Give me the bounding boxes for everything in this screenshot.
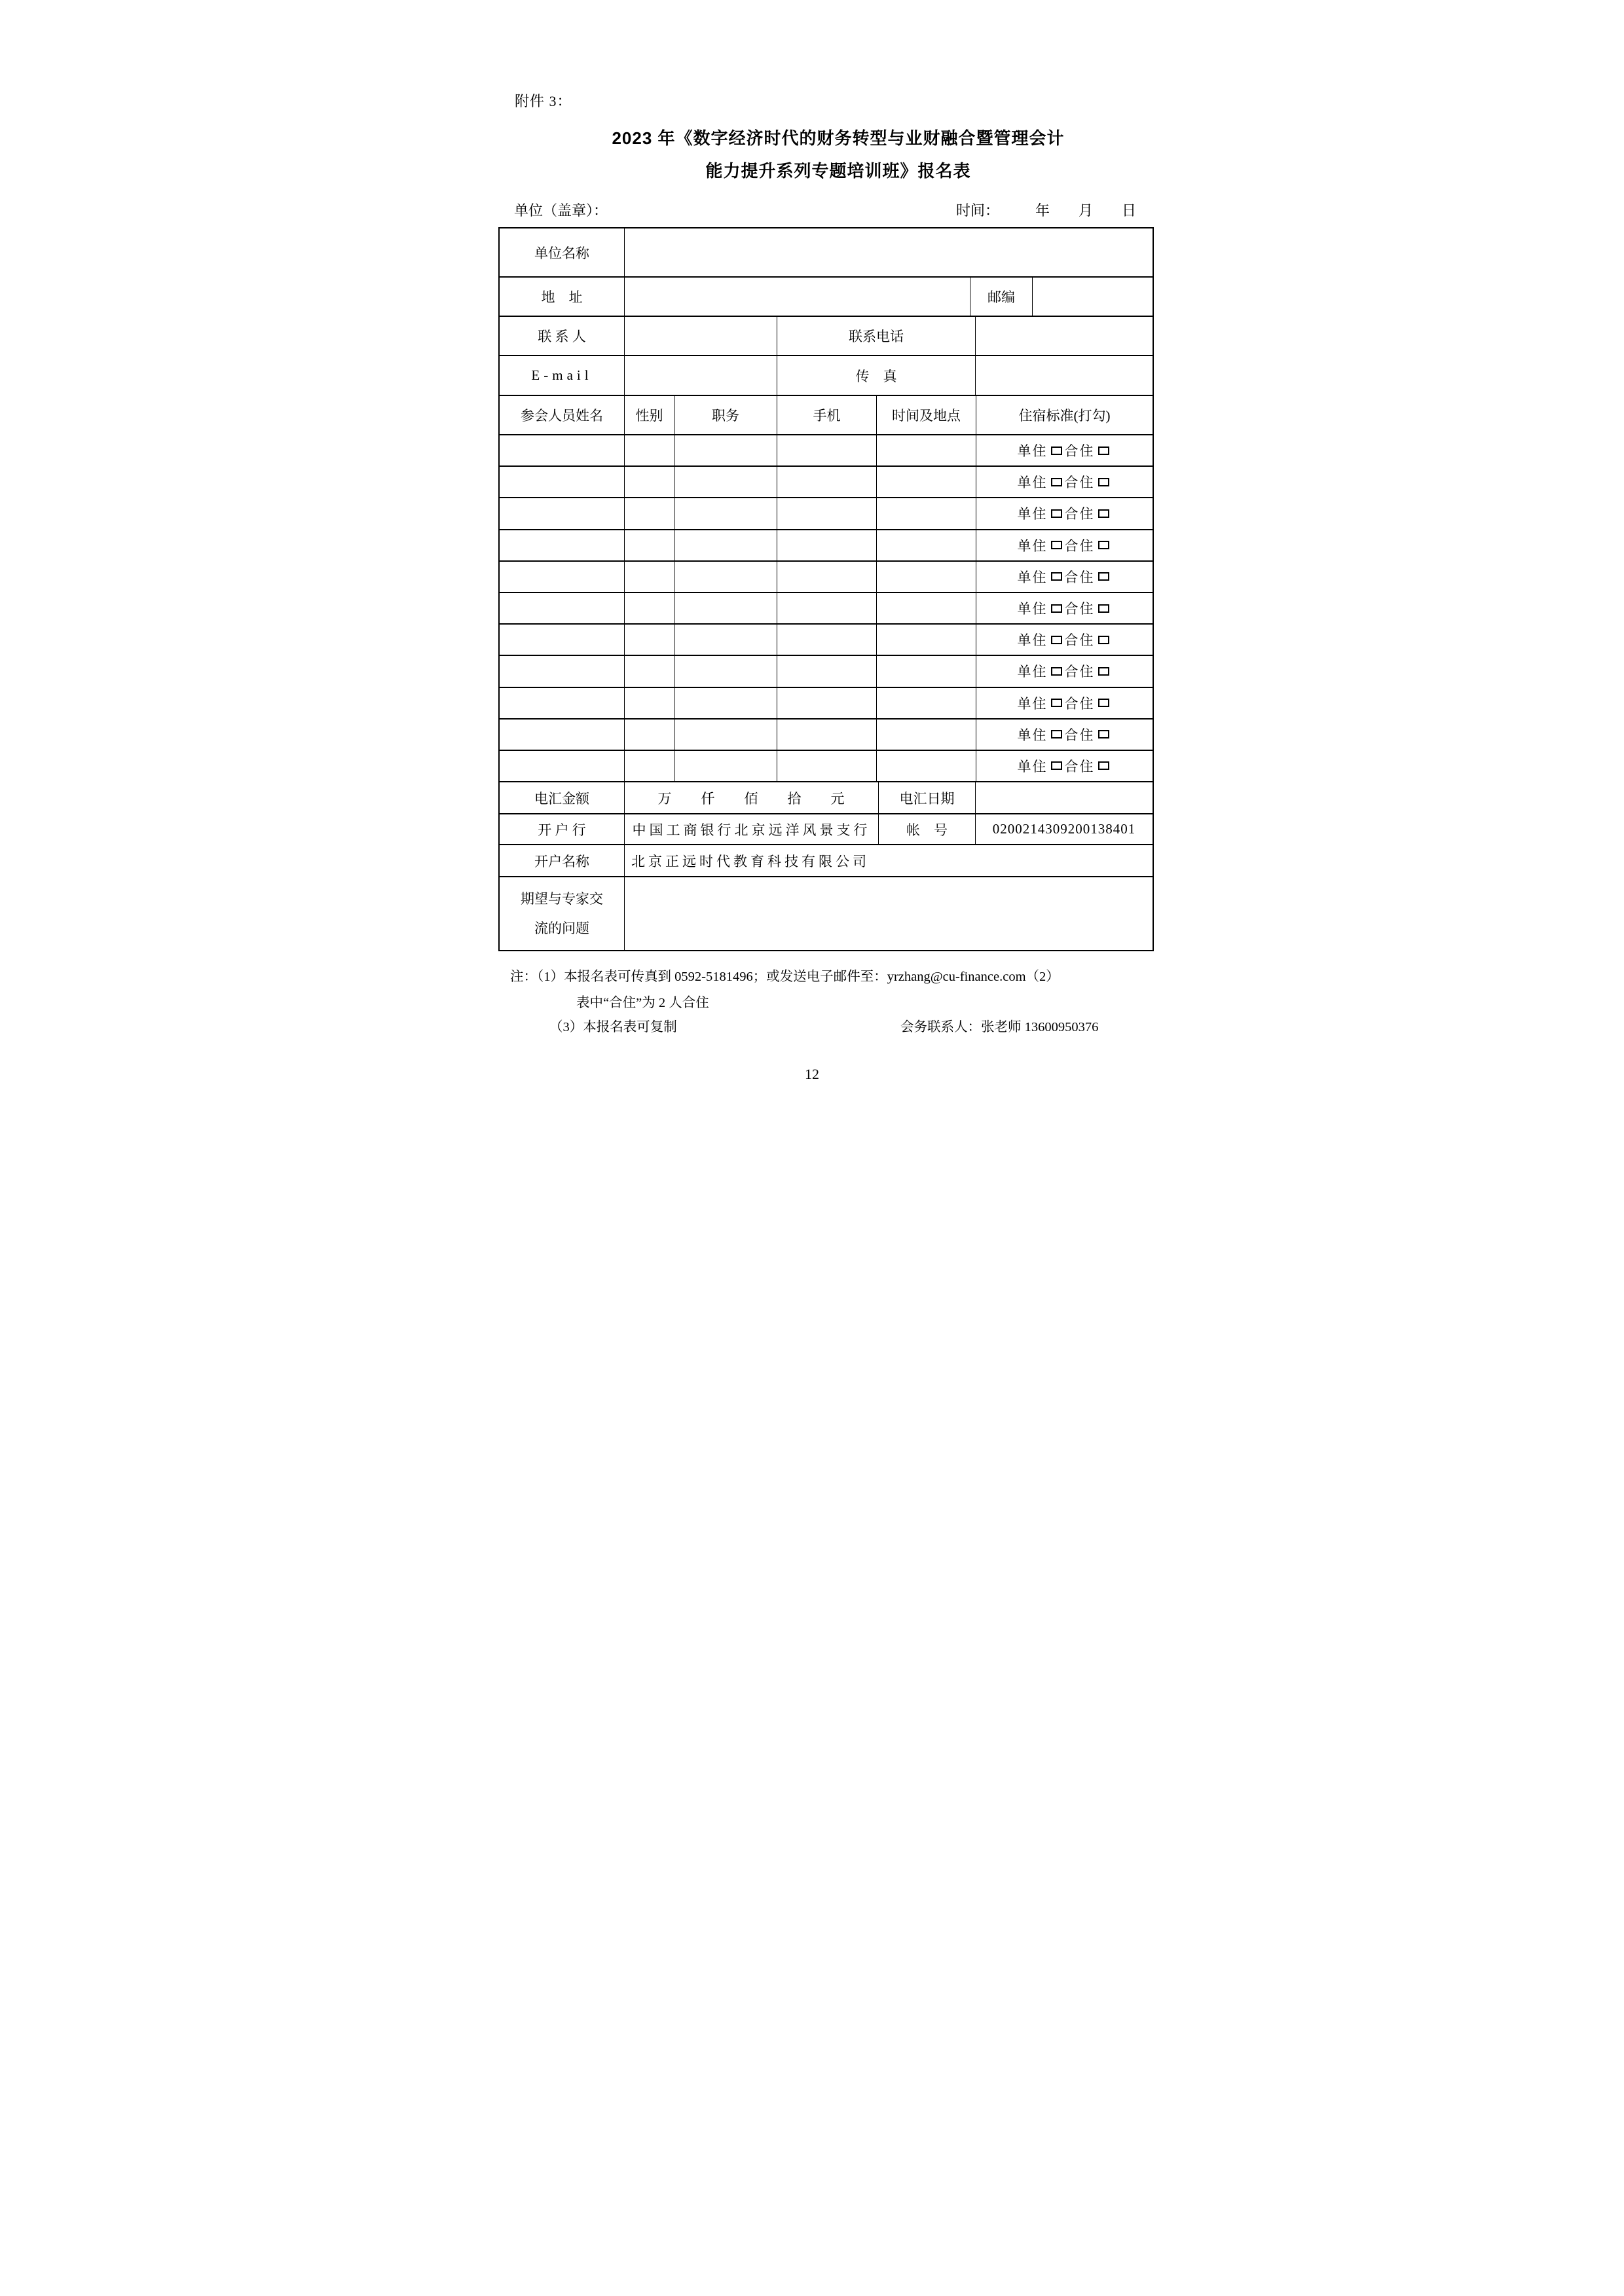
attendee-mobile-cell[interactable] — [777, 625, 877, 655]
bank-value: 中国工商银行北京远洋风景支行 — [625, 814, 879, 844]
attendee-lodging-cell — [976, 530, 1153, 560]
attendee-gender-cell[interactable] — [625, 467, 674, 497]
lodging-shared-checkbox[interactable] — [1098, 730, 1109, 738]
attendee-mobile-cell[interactable] — [777, 498, 877, 528]
lodging-single-label: 单住 — [1017, 727, 1048, 743]
form-title-line2: 能力提升系列专题培训班》报名表 — [705, 161, 971, 181]
postal-input-cell[interactable] — [1033, 278, 1153, 316]
attendee-timeplace-header: 时间及地点 — [877, 396, 976, 434]
attendee-gender-cell[interactable] — [625, 530, 674, 560]
attendee-row — [500, 467, 1153, 498]
attendee-title-cell[interactable] — [674, 625, 777, 655]
attendee-mobile-cell[interactable] — [777, 656, 877, 686]
attendee-name-cell[interactable] — [500, 498, 625, 528]
lodging-shared-label: 合住 — [1064, 601, 1095, 617]
lodging-shared-checkbox[interactable] — [1098, 604, 1109, 613]
note-line1: 注：（1）本报名表可传真到 0592-5181496；或发送电子邮件至：yrzhang@cu-finance.com（2） — [510, 970, 1060, 984]
attendee-gender-cell[interactable] — [625, 593, 674, 623]
attendee-gender-cell[interactable] — [625, 435, 674, 465]
attendee-row — [500, 562, 1153, 593]
remit-date-input-cell[interactable] — [976, 782, 1153, 813]
note-line3-right: 会务联系人：张老师 13600950376 — [900, 1020, 1099, 1034]
account-name-value: 北京正远时代教育科技有限公司 — [631, 853, 870, 869]
lodging-single-label: 单住 — [1017, 569, 1048, 585]
contact-input-cell[interactable] — [625, 317, 777, 355]
lodging-single-label: 单住 — [1017, 632, 1048, 649]
contact-label: 联 系 人 — [500, 317, 625, 355]
attendee-lodging-cell — [976, 720, 1153, 750]
lodging-shared-label: 合住 — [1064, 569, 1095, 585]
address-row — [500, 278, 1153, 317]
attendee-lodging-cell — [976, 467, 1153, 497]
email-row — [500, 356, 1153, 396]
time-date-label: 时间： 年 月 日 — [955, 202, 1136, 219]
attendee-name-cell[interactable] — [500, 751, 625, 781]
attendee-name-header: 参会人员姓名 — [500, 396, 625, 434]
remit-amount-units[interactable]: 万 仟 佰 拾 元 — [625, 782, 879, 813]
attendee-mobile-header: 手机 — [777, 396, 877, 434]
account-name-label: 开户名称 — [500, 845, 625, 876]
lodging-single-label: 单住 — [1017, 695, 1048, 712]
lodging-single-checkbox[interactable] — [1051, 761, 1062, 770]
attachment-label: 附件 3： — [515, 93, 572, 109]
attendee-title-cell[interactable] — [674, 435, 777, 465]
attendee-row — [500, 435, 1153, 467]
attendee-gender-cell[interactable] — [625, 625, 674, 655]
lodging-shared-checkbox[interactable] — [1098, 572, 1109, 581]
lodging-single-label: 单住 — [1017, 506, 1048, 522]
attendee-mobile-cell[interactable] — [777, 593, 877, 623]
attendee-gender-cell[interactable] — [625, 688, 674, 718]
fax-label: 传 真 — [777, 356, 976, 395]
lodging-single-checkbox[interactable] — [1051, 699, 1062, 707]
attendee-mobile-cell[interactable] — [777, 530, 877, 560]
attendee-mobile-cell[interactable] — [777, 751, 877, 781]
unit-name-input-cell[interactable] — [625, 228, 1153, 276]
lodging-single-label: 单住 — [1017, 443, 1048, 460]
document-page — [406, 0, 1218, 1148]
attendee-row — [500, 498, 1153, 530]
attendee-mobile-cell[interactable] — [777, 688, 877, 718]
form-title — [514, 122, 1162, 187]
bank-label: 开 户 行 — [500, 814, 625, 844]
expect-label-line2: 流的问题 — [534, 920, 589, 936]
lodging-shared-checkbox[interactable] — [1098, 446, 1109, 455]
attendee-name-cell[interactable] — [500, 467, 625, 497]
attendee-name-cell[interactable] — [500, 625, 625, 655]
expect-input-cell[interactable] — [625, 877, 1153, 950]
attendee-lodging-cell — [976, 498, 1153, 528]
attendee-row — [500, 530, 1153, 562]
lodging-single-label: 单住 — [1017, 601, 1048, 617]
attendee-header-row — [500, 396, 1153, 435]
lodging-shared-checkbox[interactable] — [1098, 478, 1109, 486]
lodging-shared-label: 合住 — [1064, 664, 1095, 680]
expect-label — [500, 877, 625, 950]
lodging-single-checkbox[interactable] — [1051, 478, 1062, 486]
note-line2: 表中“合住”为 2 人合住 — [576, 996, 709, 1010]
phone-label: 联系电话 — [777, 317, 976, 355]
attendee-gender-cell[interactable] — [625, 720, 674, 750]
lodging-shared-checkbox[interactable] — [1098, 667, 1109, 676]
attendee-row — [500, 593, 1153, 625]
attendee-gender-cell[interactable] — [625, 498, 674, 528]
attendee-lodging-cell — [976, 625, 1153, 655]
lodging-shared-checkbox[interactable] — [1098, 761, 1109, 770]
lodging-single-checkbox[interactable] — [1051, 636, 1062, 644]
attendee-timeplace-cell[interactable] — [877, 656, 976, 686]
lodging-shared-label: 合住 — [1064, 695, 1095, 712]
attendee-gender-cell[interactable] — [625, 656, 674, 686]
attendee-row — [500, 720, 1153, 751]
address-input-cell[interactable] — [625, 278, 970, 316]
expect-row — [500, 877, 1153, 950]
expect-label-line1: 期望与专家交 — [521, 890, 603, 907]
lodging-shared-label: 合住 — [1064, 538, 1095, 554]
lodging-single-checkbox[interactable] — [1051, 667, 1062, 676]
attendee-name-cell[interactable] — [500, 593, 625, 623]
phone-input-cell[interactable] — [976, 317, 1153, 355]
seal-time-row — [514, 200, 1162, 220]
attendee-lodging-cell — [976, 688, 1153, 718]
lodging-single-label: 单住 — [1017, 664, 1048, 680]
lodging-shared-label: 合住 — [1064, 443, 1095, 460]
email-input-cell[interactable] — [625, 356, 777, 395]
lodging-shared-checkbox[interactable] — [1098, 509, 1109, 518]
lodging-single-checkbox[interactable] — [1051, 604, 1062, 613]
unit-name-label: 单位名称 — [500, 228, 625, 276]
attendee-title-cell[interactable] — [674, 467, 777, 497]
attendee-timeplace-cell[interactable] — [877, 435, 976, 465]
attendee-lodging-cell — [976, 656, 1153, 686]
account-label: 帐 号 — [879, 814, 976, 844]
account-name-row — [500, 845, 1153, 877]
lodging-shared-checkbox[interactable] — [1098, 541, 1109, 549]
attendee-lodging-cell — [976, 435, 1153, 465]
email-label: E-mail — [500, 356, 625, 395]
attendee-gender-cell[interactable] — [625, 751, 674, 781]
attendee-timeplace-cell[interactable] — [877, 530, 976, 560]
attendee-title-header: 职务 — [674, 396, 777, 434]
remit-amount-row — [500, 782, 1153, 814]
attendee-title-cell[interactable] — [674, 498, 777, 528]
attendee-mobile-cell[interactable] — [777, 435, 877, 465]
attendee-title-cell[interactable] — [674, 530, 777, 560]
lodging-shared-label: 合住 — [1064, 758, 1095, 774]
attendee-row — [500, 656, 1153, 687]
lodging-shared-label: 合住 — [1064, 506, 1095, 522]
attendee-timeplace-cell[interactable] — [877, 467, 976, 497]
attendee-lodging-header: 住宿标准(打勾) — [1018, 408, 1111, 424]
address-label: 地 址 — [500, 278, 625, 316]
attendee-name-cell[interactable] — [500, 656, 625, 686]
lodging-shared-label: 合住 — [1064, 632, 1095, 649]
attendee-name-cell[interactable] — [500, 688, 625, 718]
note-line3-left: （3）本报名表可复制 — [549, 1020, 677, 1034]
attendee-timeplace-cell[interactable] — [877, 688, 976, 718]
attendee-title-cell[interactable] — [674, 656, 777, 686]
attendee-gender-cell[interactable] — [625, 562, 674, 592]
remit-amount-label: 电汇金额 — [500, 782, 625, 813]
lodging-shared-label: 合住 — [1064, 475, 1095, 491]
unit-seal-label: 单位（盖章）： — [514, 202, 608, 219]
contact-row — [500, 317, 1153, 356]
attendee-title-cell[interactable] — [674, 720, 777, 750]
lodging-single-checkbox[interactable] — [1051, 541, 1062, 549]
attendee-title-cell[interactable] — [674, 593, 777, 623]
attendee-timeplace-cell[interactable] — [877, 720, 976, 750]
postal-label: 邮编 — [970, 278, 1033, 316]
attendee-mobile-cell[interactable] — [777, 562, 877, 592]
attendee-name-cell[interactable] — [500, 562, 625, 592]
lodging-single-label: 单住 — [1017, 475, 1048, 491]
attendee-timeplace-cell[interactable] — [877, 625, 976, 655]
attendee-gender-header: 性别 — [625, 396, 674, 434]
lodging-single-checkbox[interactable] — [1051, 730, 1062, 738]
account-value: 0200214309200138401 — [992, 821, 1136, 837]
attendee-row — [500, 751, 1153, 782]
unit-name-row — [500, 228, 1153, 278]
lodging-single-checkbox[interactable] — [1051, 509, 1062, 518]
attendee-timeplace-cell[interactable] — [877, 498, 976, 528]
lodging-single-label: 单住 — [1017, 758, 1048, 774]
form-title-line1: 2023 年《数字经济时代的财务转型与业财融合暨管理会计 — [612, 128, 1065, 148]
remit-date-label: 电汇日期 — [879, 782, 976, 813]
attendee-timeplace-cell[interactable] — [877, 593, 976, 623]
attendee-timeplace-cell[interactable] — [877, 751, 976, 781]
attendee-mobile-cell[interactable] — [777, 467, 877, 497]
lodging-single-label: 单住 — [1017, 538, 1048, 554]
attendee-title-cell[interactable] — [674, 562, 777, 592]
attendee-name-cell[interactable] — [500, 435, 625, 465]
registration-table — [498, 227, 1154, 951]
attendee-timeplace-cell[interactable] — [877, 562, 976, 592]
lodging-single-checkbox[interactable] — [1051, 572, 1062, 581]
attendee-title-cell[interactable] — [674, 688, 777, 718]
attendee-row — [500, 625, 1153, 656]
attendee-name-cell[interactable] — [500, 720, 625, 750]
attendee-lodging-cell — [976, 593, 1153, 623]
attendee-lodging-cell — [976, 562, 1153, 592]
attendee-row — [500, 688, 1153, 720]
fax-input-cell[interactable] — [976, 356, 1153, 395]
lodging-shared-checkbox[interactable] — [1098, 699, 1109, 707]
page-number: 12 — [805, 1066, 819, 1082]
attendee-name-cell[interactable] — [500, 530, 625, 560]
attendee-mobile-cell[interactable] — [777, 720, 877, 750]
attendee-lodging-cell — [976, 751, 1153, 781]
attendee-title-cell[interactable] — [674, 751, 777, 781]
lodging-shared-label: 合住 — [1064, 727, 1095, 743]
lodging-shared-checkbox[interactable] — [1098, 636, 1109, 644]
bank-row — [500, 814, 1153, 845]
lodging-single-checkbox[interactable] — [1051, 446, 1062, 455]
